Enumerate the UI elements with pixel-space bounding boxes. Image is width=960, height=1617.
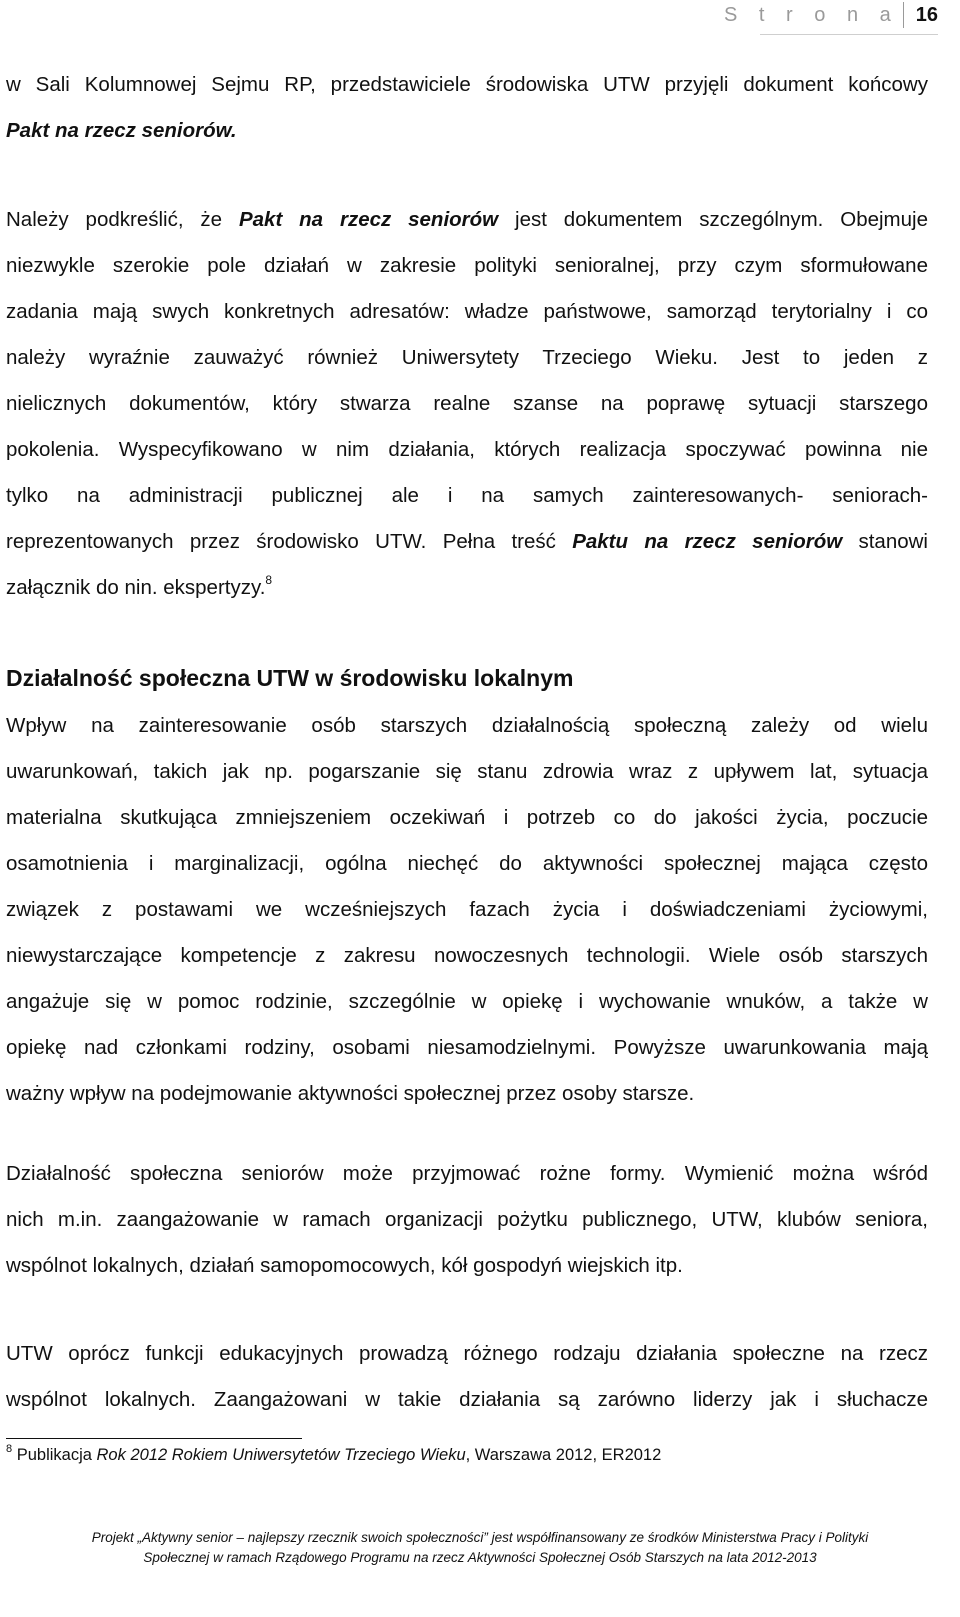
footer-line: Projekt „Aktywny senior – najlepszy rzecznik swoich społeczności” jest współfinansowany ze środków Ministerstwa Pracy i Polityki bbox=[91, 1530, 869, 1545]
page-header bbox=[724, 0, 938, 30]
paragraph-3 bbox=[6, 703, 928, 1117]
text-line bbox=[6, 197, 928, 243]
footer-line: Społecznej w ramach Rządowego Programu na rzecz Aktywności Społecznej Osób Starszych na lata 2012-2013 bbox=[143, 1550, 817, 1565]
text-run: jest dokumentem szczególnym. Obejmuje bbox=[498, 208, 928, 231]
paragraph-1 bbox=[6, 62, 928, 154]
text-line bbox=[6, 565, 928, 611]
text-line: osamotnienia i marginalizacji, ogólna niechęć do aktywności społecznej mająca często bbox=[6, 852, 928, 875]
pakt-title: Pakt na rzecz seniorów. bbox=[6, 119, 237, 142]
text-line: ważny wpływ na podejmowanie aktywności społecznej przez osoby starsze. bbox=[6, 1082, 695, 1105]
page-number: 16 bbox=[915, 3, 938, 26]
text-line: opiekę nad członkami rodziny, osobami niesamodzielnymi. Powyższe uwarunkowania mają bbox=[6, 1036, 928, 1059]
footnote-text: , Warszawa 2012, ER2012 bbox=[465, 1446, 662, 1464]
text-line: niewystarczające kompetencje z zakresu nowoczesnych technologii. Wiele osób starszych bbox=[6, 944, 928, 967]
text-line: niezwykle szerokie pole działań w zakresie polityki senioralnej, przy czym sformułowane bbox=[6, 254, 928, 277]
text-line: nich m.in. zaangażowanie w ramach organizacji pożytku publicznego, UTW, klubów seniora, bbox=[6, 1208, 928, 1231]
text-line: pokolenia. Wyspecyfikowano w nim działania, których realizacja spoczywać powinna nie bbox=[6, 438, 928, 461]
header-rule bbox=[760, 34, 938, 35]
text-line: zadania mają swych konkretnych adresatów: władze państwowe, samorząd terytorialny i co bbox=[6, 300, 928, 323]
paragraph-2 bbox=[6, 197, 928, 611]
page-footer bbox=[0, 1528, 960, 1568]
text-line: nielicznych dokumentów, który stwarza realne szanse na poprawę sytuacji starszego bbox=[6, 392, 928, 415]
text-line bbox=[6, 519, 928, 565]
section-heading: Działalność społeczna UTW w środowisku lokalnym bbox=[6, 665, 574, 691]
pakt-title: Paktu na rzecz seniorów bbox=[572, 530, 843, 553]
text-run: Należy podkreślić, że bbox=[6, 208, 239, 231]
text-line: angażuje się w pomoc rodzinie, szczególnie w opiekę i wychowanie wnuków, a także w bbox=[6, 990, 928, 1013]
header-separator bbox=[903, 2, 904, 28]
pakt-title: Pakt na rzecz seniorów bbox=[238, 208, 499, 231]
text-line: Wpływ na zainteresowanie osób starszych działalnością społeczną zależy od wielu bbox=[6, 714, 928, 737]
text-line: materialna skutkująca zmniejszeniem oczekiwań i potrzeb co do jakości życia, poczucie bbox=[6, 806, 928, 829]
text-run: załącznik do nin. ekspertyzy. bbox=[6, 576, 266, 599]
footnote-number: 8 bbox=[6, 1443, 13, 1455]
text-line: należy wyraźnie zauważyć również Uniwersytety Trzeciego Wieku. Jest to jeden z bbox=[6, 346, 928, 369]
text-line: uwarunkowań, takich jak np. pogarszanie się stanu zdrowia wraz z upływem lat, sytuacja bbox=[6, 760, 928, 783]
text-line: wspólnot lokalnych, działań samopomocowych, kół gospodyń wiejskich itp. bbox=[6, 1254, 683, 1277]
text-line: Działalność społeczna seniorów może przyjmować rożne formy. Wymienić można wśród bbox=[6, 1162, 928, 1185]
text-line: w Sali Kolumnowej Sejmu RP, przedstawiciele środowiska UTW przyjęli dokument końcowy bbox=[6, 73, 928, 96]
text-run: reprezentowanych przez środowisko UTW. Pełna treść bbox=[6, 530, 573, 553]
text-line: wspólnot lokalnych. Zaangażowani w takie działania są zarówno liderzy jak i słuchacze bbox=[6, 1388, 928, 1411]
page-label: S t r o n a bbox=[724, 3, 899, 26]
text-line: związek z postawami we wcześniejszych fazach życia i doświadczeniami życiowymi, bbox=[6, 898, 928, 921]
text-run: stanowi bbox=[842, 530, 928, 553]
footnote-title: Rok 2012 Rokiem Uniwersytetów Trzeciego Wieku bbox=[96, 1446, 466, 1464]
footnote-ref[interactable]: 8 bbox=[265, 573, 273, 587]
text-line: UTW oprócz funkcji edukacyjnych prowadzą różnego rodzaju działania społeczne na rzecz bbox=[6, 1342, 928, 1365]
footnote bbox=[6, 1443, 662, 1465]
footnote-separator bbox=[6, 1438, 302, 1439]
paragraph-5 bbox=[6, 1331, 928, 1423]
paragraph-4 bbox=[6, 1151, 928, 1289]
text-line: tylko na administracji publicznej ale i na samych zainteresowanych- seniorach- bbox=[6, 484, 928, 507]
footnote-text: Publikacja bbox=[12, 1446, 97, 1464]
text-line bbox=[6, 108, 928, 154]
